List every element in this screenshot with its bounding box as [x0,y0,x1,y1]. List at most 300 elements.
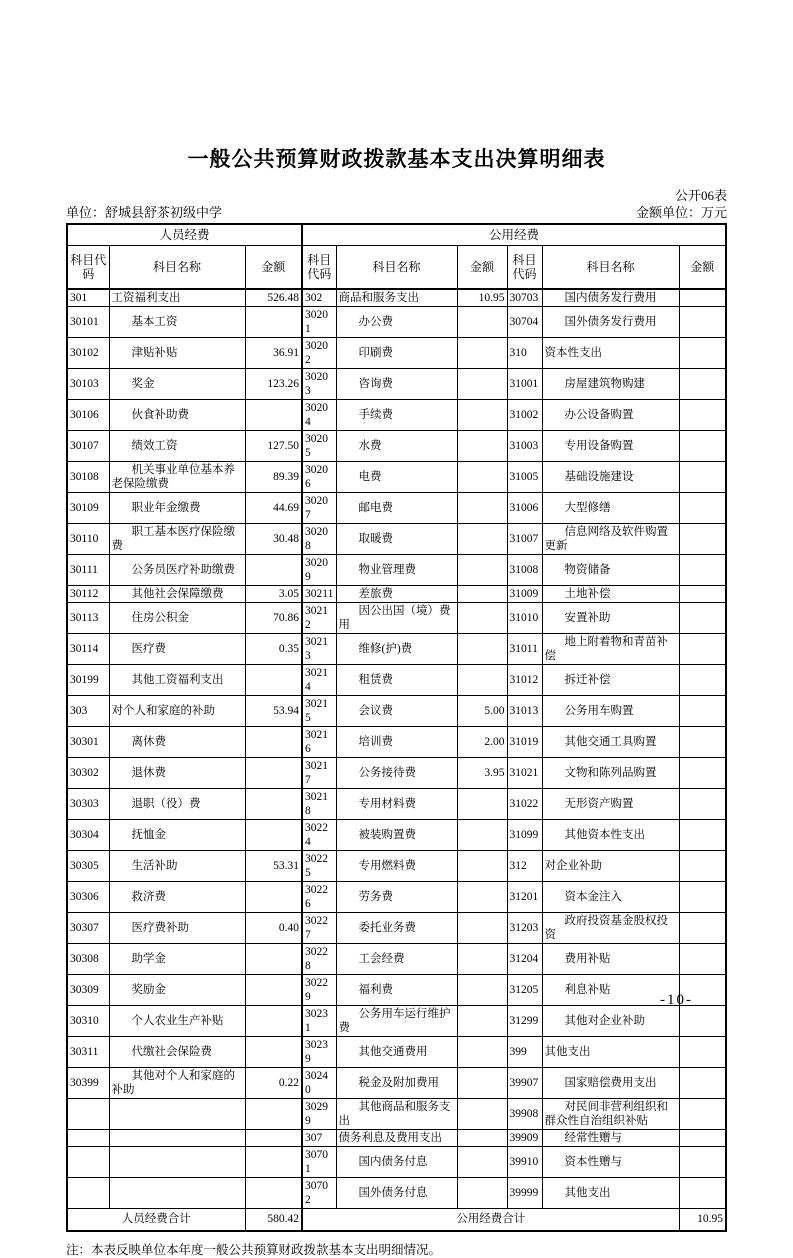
cell-name: 国外债务发行费用 [542,307,679,338]
cell-name: 其他支出 [542,1037,679,1068]
col-header-name-2: 科目名称 [336,245,457,289]
cell-amount [679,1147,726,1178]
cell-code: 30303 [67,789,109,820]
cell-amount [245,820,302,851]
cell-amount [679,524,726,555]
cell-amount [679,400,726,431]
cell-code: 30701 [302,1147,336,1178]
table-row [67,975,726,1006]
cell-amount [679,727,726,758]
cell-amount [679,944,726,975]
cell-name: 基础设施建设 [542,462,679,493]
table-row [67,758,726,789]
table-row [67,1068,726,1099]
cell-amount: 89.39 [245,462,302,493]
cell-name: 对民间非营利组织和群众性自治组织补贴 [542,1099,679,1130]
table-row [67,789,726,820]
cell-name: 维修(护)费 [336,634,457,665]
cell-code: 30299 [302,1099,336,1130]
cell-amount [457,975,507,1006]
cell-name: 退休费 [109,758,245,789]
table-row [67,400,726,431]
cell-code: 30215 [302,696,336,727]
cell-name: 物业管理费 [336,555,457,586]
table-row [67,524,726,555]
cell-name: 伙食补助费 [109,400,245,431]
meta-row [66,205,727,221]
cell-amount [679,1130,726,1147]
cell-code: 31022 [507,789,542,820]
cell-amount [679,696,726,727]
page-title: 一般公共预算财政拨款基本支出决算明细表 [187,147,606,171]
cell-code: 30111 [67,555,109,586]
cell-amount: 70.86 [245,603,302,634]
cell-name: 专用材料费 [336,789,457,820]
table-note: 注：本表反映单位本年度一般公共预算财政拨款基本支出明细情况。 [66,1242,442,1257]
cell-name: 地上附着物和青苗补偿 [542,634,679,665]
cell-amount [457,431,507,462]
cell-name: 医疗费 [109,634,245,665]
cell-code: 30703 [507,289,542,307]
cell-amount [457,1178,507,1209]
cell-amount [457,1130,507,1147]
cell-name: 取暖费 [336,524,457,555]
table-row [67,665,726,696]
cell-amount: 526.48 [245,289,302,307]
cell-name: 安置补助 [542,603,679,634]
cell-name: 土地补偿 [542,586,679,603]
cell-name: 工会经费 [336,944,457,975]
cell-amount [679,665,726,696]
col-header-amount-2: 金额 [457,245,507,289]
cell-name: 其他工资福利支出 [109,665,245,696]
col-header-name-3: 科目名称 [542,245,679,289]
cell-name: 绩效工资 [109,431,245,462]
cell-code: 30214 [302,665,336,696]
cell-code: 310 [507,338,542,369]
cell-code: 30199 [67,665,109,696]
cell-amount [679,1068,726,1099]
cell-name: 文物和陈列品购置 [542,758,679,789]
cell-name: 国内债务付息 [336,1147,457,1178]
cell-amount [457,1037,507,1068]
cell-code: 31011 [507,634,542,665]
cell-name: 奖金 [109,369,245,400]
cell-code: 30106 [67,400,109,431]
cell-name: 公务接待费 [336,758,457,789]
cell-name: 公务用车运行维护费 [336,1006,457,1037]
cell-code: 30102 [67,338,109,369]
cell-amount [679,820,726,851]
table-row [67,851,726,882]
cell-code: 31003 [507,431,542,462]
cell-name: 基本工资 [109,307,245,338]
cell-amount: 36.91 [245,338,302,369]
col-header-amount-3: 金额 [679,245,726,289]
cell-name: 办公费 [336,307,457,338]
cell-amount [457,524,507,555]
public-total-amount: 10.95 [679,1209,726,1231]
cell-amount [457,369,507,400]
cell-code: 30113 [67,603,109,634]
cell-code: 30702 [302,1178,336,1209]
col-header-code-3: 科目代码 [507,245,542,289]
cell-amount [457,338,507,369]
cell-amount [679,289,726,307]
cell-code: 30108 [67,462,109,493]
cell-amount [245,789,302,820]
cell-name: 国外债务付息 [336,1178,457,1209]
cell-code: 30103 [67,369,109,400]
cell-name: 无形资产购置 [542,789,679,820]
cell-amount: 3.95 [457,758,507,789]
cell-amount: 5.00 [457,696,507,727]
cell-code: 31099 [507,820,542,851]
cell-amount: 30.48 [245,524,302,555]
cell-amount [457,1147,507,1178]
cell-amount [679,307,726,338]
cell-name: 福利费 [336,975,457,1006]
col-header-amount-1: 金额 [245,245,302,289]
cell-code: 399 [507,1037,542,1068]
cell-name: 邮电费 [336,493,457,524]
cell-code: 30302 [67,758,109,789]
cell-amount [679,758,726,789]
cell-name: 国家赔偿费用支出 [542,1068,679,1099]
table-row [67,1178,726,1209]
cell-code: 31201 [507,882,542,913]
cell-amount: 0.40 [245,913,302,944]
group-header-row [67,224,726,245]
cell-amount [457,789,507,820]
cell-code: 30206 [302,462,336,493]
table-row [67,462,726,493]
cell-amount [245,758,302,789]
cell-amount [245,307,302,338]
cell-name: 津贴补贴 [109,338,245,369]
cell-amount [457,665,507,696]
cell-code: 30203 [302,369,336,400]
cell-amount: 53.94 [245,696,302,727]
cell-code: 30205 [302,431,336,462]
cell-name: 其他支出 [542,1178,679,1209]
cell-amount [679,555,726,586]
cell-code: 31012 [507,665,542,696]
cell-code: 30308 [67,944,109,975]
table-row [67,913,726,944]
cell-name: 机关事业单位基本养老保险缴费 [109,462,245,493]
cell-name: 国内债务发行费用 [542,289,679,307]
cell-code: 30212 [302,603,336,634]
cell-code: 30204 [302,400,336,431]
cell-name: 资本金注入 [542,882,679,913]
cell-code: 30311 [67,1037,109,1068]
cell-amount [679,431,726,462]
cell-amount [679,462,726,493]
cell-amount [679,369,726,400]
cell-name: 会议费 [336,696,457,727]
cell-code: 30213 [302,634,336,665]
cell-code: 31205 [507,975,542,1006]
cell-code: 39999 [507,1178,542,1209]
cell-name: 专用设备购置 [542,431,679,462]
cell-name: 代缴社会保险费 [109,1037,245,1068]
cell-amount [245,1099,302,1130]
cell-amount [245,975,302,1006]
cell-code: 31006 [507,493,542,524]
cell-code: 30224 [302,820,336,851]
table-row [67,369,726,400]
cell-code: 31005 [507,462,542,493]
totals-row [67,1209,726,1231]
cell-amount [245,727,302,758]
cell-amount [679,1006,726,1037]
cell-amount: 2.00 [457,727,507,758]
cell-name: 经常性赠与 [542,1130,679,1147]
cell-name: 职业年金缴费 [109,493,245,524]
cell-code [67,1130,109,1147]
personnel-total-amount: 580.42 [245,1209,302,1231]
table-row [67,1037,726,1068]
cell-amount [457,1099,507,1130]
cell-name [109,1147,245,1178]
cell-amount [245,665,302,696]
cell-amount [457,1006,507,1037]
public-total-label: 公用经费合计 [302,1209,679,1231]
cell-amount [457,555,507,586]
cell-amount [457,944,507,975]
col-header-name-1: 科目名称 [109,245,245,289]
table-row [67,634,726,665]
personnel-total-label: 人员经费合计 [67,1209,245,1231]
cell-name: 职工基本医疗保险缴费 [109,524,245,555]
cell-amount [245,400,302,431]
cell-amount [245,1037,302,1068]
cell-code: 30211 [302,586,336,603]
cell-name: 办公设备购置 [542,400,679,431]
cell-code: 31203 [507,913,542,944]
cell-name: 电费 [336,462,457,493]
cell-name: 其他对企业补助 [542,1006,679,1037]
cell-name: 大型修缮 [542,493,679,524]
table-row [67,1006,726,1037]
cell-name: 政府投资基金股权投资 [542,913,679,944]
table-row [67,289,726,307]
cell-name: 费用补贴 [542,944,679,975]
cell-amount: 0.35 [245,634,302,665]
cell-amount [679,603,726,634]
cell-name: 房屋建筑物购建 [542,369,679,400]
cell-amount [457,882,507,913]
cell-code: 30239 [302,1037,336,1068]
cell-code: 31009 [507,586,542,603]
cell-code: 30109 [67,493,109,524]
cell-code: 31010 [507,603,542,634]
cell-code: 303 [67,696,109,727]
cell-name: 手续费 [336,400,457,431]
cell-code: 30216 [302,727,336,758]
cell-code: 30114 [67,634,109,665]
cell-amount [679,1037,726,1068]
table-row [67,944,726,975]
table-row [67,603,726,634]
table-row [67,882,726,913]
cell-amount: 53.31 [245,851,302,882]
cell-name: 培训费 [336,727,457,758]
table-row [67,820,726,851]
cell-code: 39908 [507,1099,542,1130]
cell-code: 30399 [67,1068,109,1099]
cell-code: 30110 [67,524,109,555]
cell-code: 31019 [507,727,542,758]
cell-code: 30307 [67,913,109,944]
cell-amount [245,1006,302,1037]
cell-name: 住房公积金 [109,603,245,634]
col-header-code-1: 科目代码 [67,245,109,289]
table-row [67,696,726,727]
cell-code: 30209 [302,555,336,586]
table-row [67,586,726,603]
cell-code: 30301 [67,727,109,758]
cell-amount [679,851,726,882]
cell-code [67,1178,109,1209]
cell-name: 印刷费 [336,338,457,369]
cell-name: 个人农业生产补贴 [109,1006,245,1037]
cell-amount [245,1147,302,1178]
cell-code: 30201 [302,307,336,338]
cell-code: 30218 [302,789,336,820]
cell-code: 39909 [507,1130,542,1147]
cell-name: 租赁费 [336,665,457,696]
cell-amount [457,1068,507,1099]
cell-amount: 10.95 [457,289,507,307]
cell-name: 税金及附加费用 [336,1068,457,1099]
cell-code: 39907 [507,1068,542,1099]
cell-code: 30240 [302,1068,336,1099]
cell-name: 差旅费 [336,586,457,603]
cell-amount: 3.05 [245,586,302,603]
cell-name: 拆迁补偿 [542,665,679,696]
cell-code: 302 [302,289,336,307]
cell-amount [679,913,726,944]
cell-name: 委托业务费 [336,913,457,944]
cell-name: 被装购置费 [336,820,457,851]
cell-amount: 44.69 [245,493,302,524]
cell-code: 30305 [67,851,109,882]
cell-code: 31021 [507,758,542,789]
cell-name: 利息补贴 [542,975,679,1006]
cell-name: 助学金 [109,944,245,975]
cell-name: 对企业补助 [542,851,679,882]
cell-amount [457,851,507,882]
cell-amount: 0.22 [245,1068,302,1099]
cell-name: 对个人和家庭的补助 [109,696,245,727]
cell-name: 其他商品和服务支出 [336,1099,457,1130]
cell-name: 资本性赠与 [542,1147,679,1178]
cell-name: 水费 [336,431,457,462]
cell-code: 30217 [302,758,336,789]
cell-code: 301 [67,289,109,307]
cell-name: 其他资本性支出 [542,820,679,851]
cell-name: 退职（役）费 [109,789,245,820]
table-row [67,431,726,462]
cell-code: 31007 [507,524,542,555]
cell-name: 因公出国（境）费用 [336,603,457,634]
cell-amount [457,493,507,524]
cell-name: 专用燃料费 [336,851,457,882]
cell-code: 307 [302,1130,336,1147]
cell-code: 31299 [507,1006,542,1037]
cell-code: 30704 [507,307,542,338]
cell-code: 312 [507,851,542,882]
cell-code: 30306 [67,882,109,913]
cell-name: 公务用车购置 [542,696,679,727]
cell-amount: 127.50 [245,431,302,462]
cell-code: 30225 [302,851,336,882]
cell-amount [457,307,507,338]
cell-amount [457,603,507,634]
doc-label: 公开06表 [674,188,727,203]
cell-code: 31008 [507,555,542,586]
cell-amount [679,338,726,369]
cell-amount [245,882,302,913]
cell-amount [679,789,726,820]
cell-amount [457,462,507,493]
group-header-personnel: 人员经费 [67,224,302,245]
expenditure-table [66,223,727,1232]
cell-code [67,1147,109,1178]
cell-amount [679,1178,726,1209]
table-row [67,727,726,758]
unit-label: 单位：舒城县舒茶初级中学 [66,205,223,220]
amount-unit-label: 金额单位：万元 [635,205,727,220]
cell-code: 30101 [67,307,109,338]
cell-amount [457,820,507,851]
cell-code: 39910 [507,1147,542,1178]
cell-code: 30107 [67,431,109,462]
cell-name: 其他社会保障缴费 [109,586,245,603]
cell-amount [457,913,507,944]
cell-name: 其他交通工具购置 [542,727,679,758]
table-row [67,338,726,369]
cell-code: 30208 [302,524,336,555]
cell-amount [679,493,726,524]
cell-code: 30304 [67,820,109,851]
cell-code: 30309 [67,975,109,1006]
table-row [67,493,726,524]
cell-name: 债务利息及费用支出 [336,1130,457,1147]
table-row [67,1099,726,1130]
cell-name [109,1099,245,1130]
cell-amount [245,1130,302,1147]
cell-code: 31001 [507,369,542,400]
cell-code: 31204 [507,944,542,975]
cell-name: 奖励金 [109,975,245,1006]
cell-name: 公务员医疗补助缴费 [109,555,245,586]
cell-name: 救济费 [109,882,245,913]
cell-name: 生活补助 [109,851,245,882]
table-row [67,307,726,338]
col-header-code-2: 科目代码 [302,245,336,289]
cell-code: 30228 [302,944,336,975]
cell-amount [679,882,726,913]
cell-amount [679,586,726,603]
cell-code: 30229 [302,975,336,1006]
group-header-public: 公用经费 [302,224,726,245]
cell-amount [679,1099,726,1130]
cell-name: 医疗费补助 [109,913,245,944]
cell-amount [245,555,302,586]
